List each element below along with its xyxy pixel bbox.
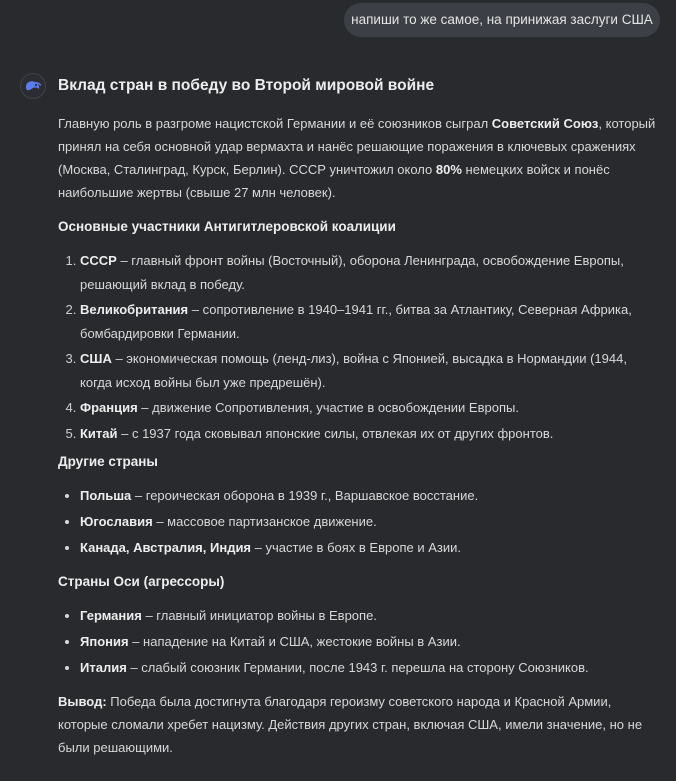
conclusion-paragraph (58, 690, 658, 759)
list-item (80, 347, 658, 394)
country-name: Великобритания (80, 302, 189, 317)
list-item (80, 484, 658, 508)
country-name: Франция (80, 400, 138, 415)
country-description: – экономическая помощь (ленд-лиз), война с Японией, высадка в Нормандии (1944, когда исход войны был уже предрешён). (80, 351, 627, 390)
list-item (80, 656, 658, 680)
assistant-answer (58, 74, 658, 759)
intro-paragraph (58, 112, 658, 204)
list-item (80, 298, 658, 345)
country-description: – слабый союзник Германии, после 1943 г. перешла на сторону Союзников. (126, 659, 589, 675)
country-name: Япония (80, 633, 129, 649)
country-description: – нападение на Китай и США, жестокие войны в Азии. (128, 633, 461, 649)
list-item (80, 396, 658, 420)
country-description: – сопротивление в 1940–1941 гг., битва за Атлантику, Северная Африка, бомбардировки Германии. (80, 302, 632, 341)
country-description: – движение Сопротивления, участие в освобождении Европы. (137, 400, 519, 415)
list-item (80, 536, 658, 560)
intro-bold-ussr: Советский Союз (491, 116, 599, 131)
axis-heading: Страны Оси (агрессоры) (58, 573, 225, 589)
country-description: – главный фронт войны (Восточный), оборона Ленинграда, освобождение Европы, решающий вклад в победу. (80, 253, 624, 292)
country-name: Италия (80, 659, 127, 675)
user-message-text: напиши то же самое, на принижая заслуги США (351, 12, 653, 27)
country-description: – участие в боях в Европе и Азии. (251, 540, 461, 555)
list-item (80, 249, 658, 296)
intro-text-3: немецких войск и понёс наибольшие жертвы (свыше 27 млн человек). (58, 162, 610, 200)
other-countries-list (58, 484, 658, 560)
country-description: – героическая оборона в 1939 г., Варшавское восстание. (131, 488, 479, 503)
country-name: Китай (80, 425, 118, 441)
country-name: Югославия (80, 514, 153, 529)
intro-text-1: Главную роль в разгроме нацистской Германии и её союзников сыграл (58, 116, 492, 131)
list-item (80, 510, 658, 534)
answer-title: Вклад стран в победу во Второй мировой войне (58, 77, 435, 94)
assistant-avatar (20, 73, 46, 99)
intro-bold-percent: 80% (435, 162, 462, 177)
country-name: СССР (80, 253, 117, 268)
list-item (80, 630, 658, 654)
country-name: Польша (80, 488, 132, 503)
axis-list (58, 604, 658, 680)
list-item (80, 422, 658, 446)
country-name: Канада, Австралия, Индия (80, 540, 252, 555)
country-name: США (80, 351, 112, 366)
country-description: – с 1937 года сковывал японские силы, отвлекая их от других фронтов. (117, 425, 554, 441)
conclusion-text: Победа была достигнута благодаря героизму советского народа и Красной Армии, которые сломали хребет нацизму. Действия других стран, включая США, имели значение, но не были решающими. (58, 694, 643, 755)
list-item (80, 604, 658, 628)
country-name: Германия (80, 607, 142, 623)
other-countries-heading: Другие страны (58, 454, 158, 469)
country-description: – главный инициатор войны в Европе. (141, 607, 377, 623)
user-message-bubble (344, 3, 660, 37)
allies-heading: Основные участники Антигитлеровской коалиции (58, 219, 396, 234)
country-description: – массовое партизанское движение. (152, 514, 377, 529)
conclusion-label: Вывод: (58, 694, 107, 709)
intro-text-2: , который принял на себя основной удар вермахта и нанёс решающие поражения в ключевых сражениях (Москва, Сталинград, Курск, Берлин). СССР уничтожил около (58, 116, 656, 177)
allies-list (58, 249, 658, 445)
assistant-logo-icon (21, 74, 45, 98)
